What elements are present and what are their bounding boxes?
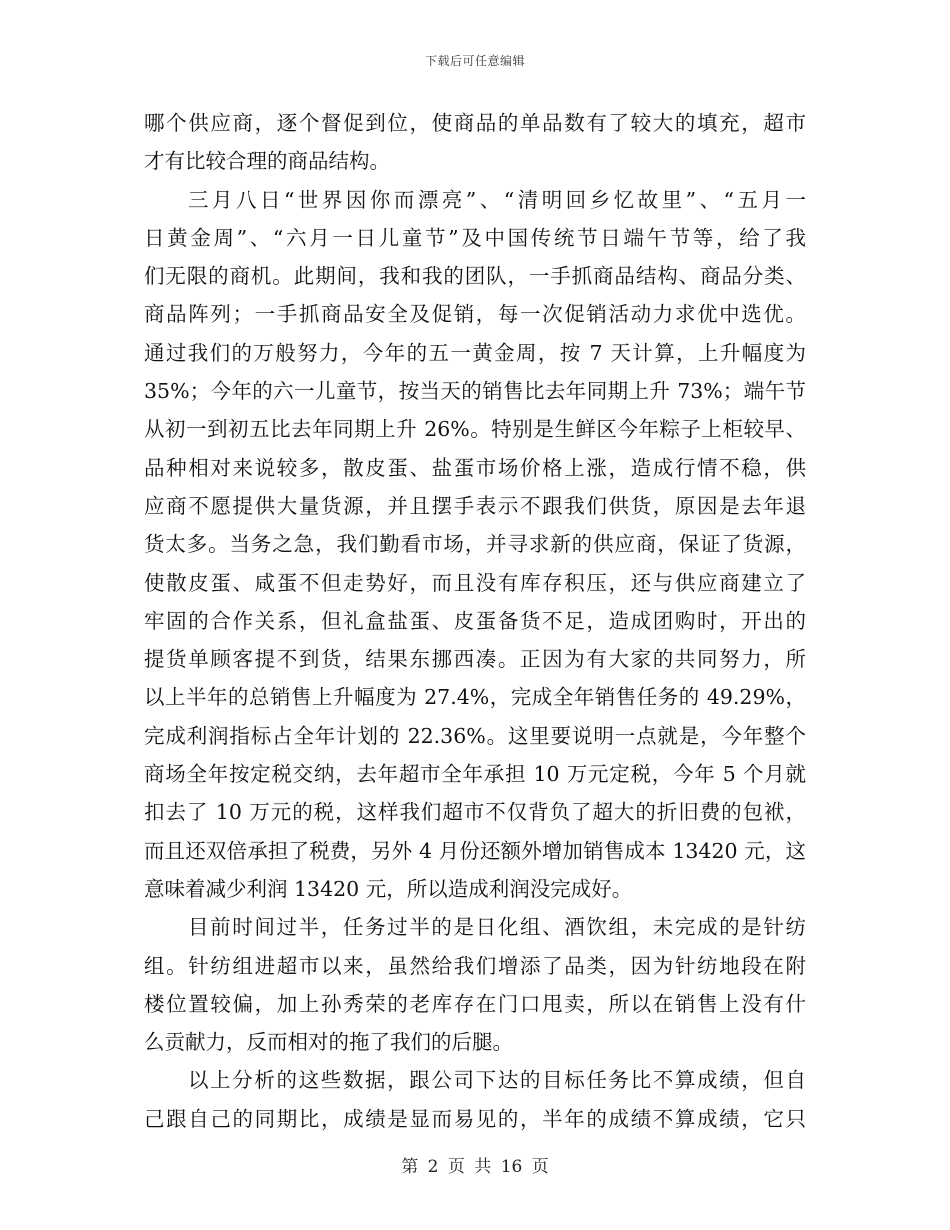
text-line: 才有比较合理的商品结构。	[144, 149, 390, 174]
text-line: 三月八日“世界因你而漂亮”、“清明回乡忆故里”、“五月一	[188, 187, 806, 212]
paragraph	[144, 181, 806, 909]
paragraph	[144, 908, 806, 1061]
text-line: 哪个供应商，逐个督促到位，使商品的单品数有了较大的填充，超市	[144, 111, 806, 135]
text-line: 以上半年的总销售上升幅度为 27.4%，完成全年销售任务的 49.29%，	[144, 685, 806, 710]
text-line: 使散皮蛋、咸蛋不但走势好，而且没有库存积压，还与供应商建立了	[144, 570, 806, 595]
text-line: 品种相对来说较多，散皮蛋、盐蛋市场价格上涨，造成行情不稳，供	[144, 455, 806, 480]
text-line: 己跟自己的同期比，成绩是显而易见的，半年的成绩不算成绩，它只	[144, 1106, 806, 1131]
text-line: 楼位置较偏，加上孙秀荣的老库存在门口甩卖，所以在销售上没有什	[144, 991, 806, 1016]
text-line: 目前时间过半，任务过半的是日化组、酒饮组，未完成的是针纺	[188, 915, 806, 940]
text-line: 意味着减少利润 13420 元，所以造成利润没完成好。	[144, 876, 633, 901]
text-line: 35%；今年的六一儿童节，按当天的销售比去年同期上升 73%；端午节	[144, 379, 806, 404]
text-line: 牢固的合作关系，但礼盒盐蛋、皮蛋备货不足，造成团购时，开出的	[144, 608, 806, 633]
text-line: 应商不愿提供大量货源，并且摆手表示不跟我们供货，原因是去年退	[144, 493, 806, 518]
text-line: 组。针纺组进超市以来，虽然给我们增添了品类，因为针纺地段在附	[144, 953, 806, 978]
text-line: 扣去了 10 万元的税，这样我们超市不仅背负了超大的折旧费的包袱，	[144, 800, 806, 825]
text-line: 通过我们的万般努力，今年的五一黄金周，按 7 天计算，上升幅度为	[144, 340, 806, 365]
text-line: 以上分析的这些数据，跟公司下达的目标任务比不算成绩，但自	[188, 1068, 806, 1093]
text-line: 而且还双倍承担了税费，另外 4 月份还额外增加销售成本 13420 元，这	[144, 838, 806, 863]
text-line: 商场全年按定税交纳，去年超市全年承担 10 万元定税，今年 5 个月就	[144, 762, 806, 787]
text-line: 货太多。当务之急，我们勤看市场，并寻求新的供应商，保证了货源，	[144, 532, 806, 557]
text-line: 完成利润指标占全年计划的 22.36%。这里要说明一点就是，今年整个	[144, 723, 806, 748]
text-line: 商品阵列；一手抓商品安全及促销，每一次促销活动力求优中选优。	[144, 302, 806, 327]
text-line: 们无限的商机。此期间，我和我的团队，一手抓商品结构、商品分类、	[144, 264, 806, 289]
text-line: 日黄金周”、“六月一日儿童节”及中国传统节日端午节等，给了我	[144, 225, 806, 250]
text-line: 么贡献力，反而相对的拖了我们的后腿。	[144, 1030, 513, 1055]
text-line: 从初一到初五比去年同期上升 26%。特别是生鲜区今年粽子上柜较早、	[144, 417, 806, 442]
document-body	[144, 104, 806, 1138]
paragraph	[144, 1061, 806, 1138]
page-header: 下载后可任意编辑	[424, 54, 525, 68]
paragraph	[144, 104, 806, 181]
text-line: 提货单顾客提不到货，结果东挪西凑。正因为有大家的共同努力，所	[144, 647, 806, 672]
page-footer: 第 2 页 共 16 页	[401, 1157, 549, 1177]
